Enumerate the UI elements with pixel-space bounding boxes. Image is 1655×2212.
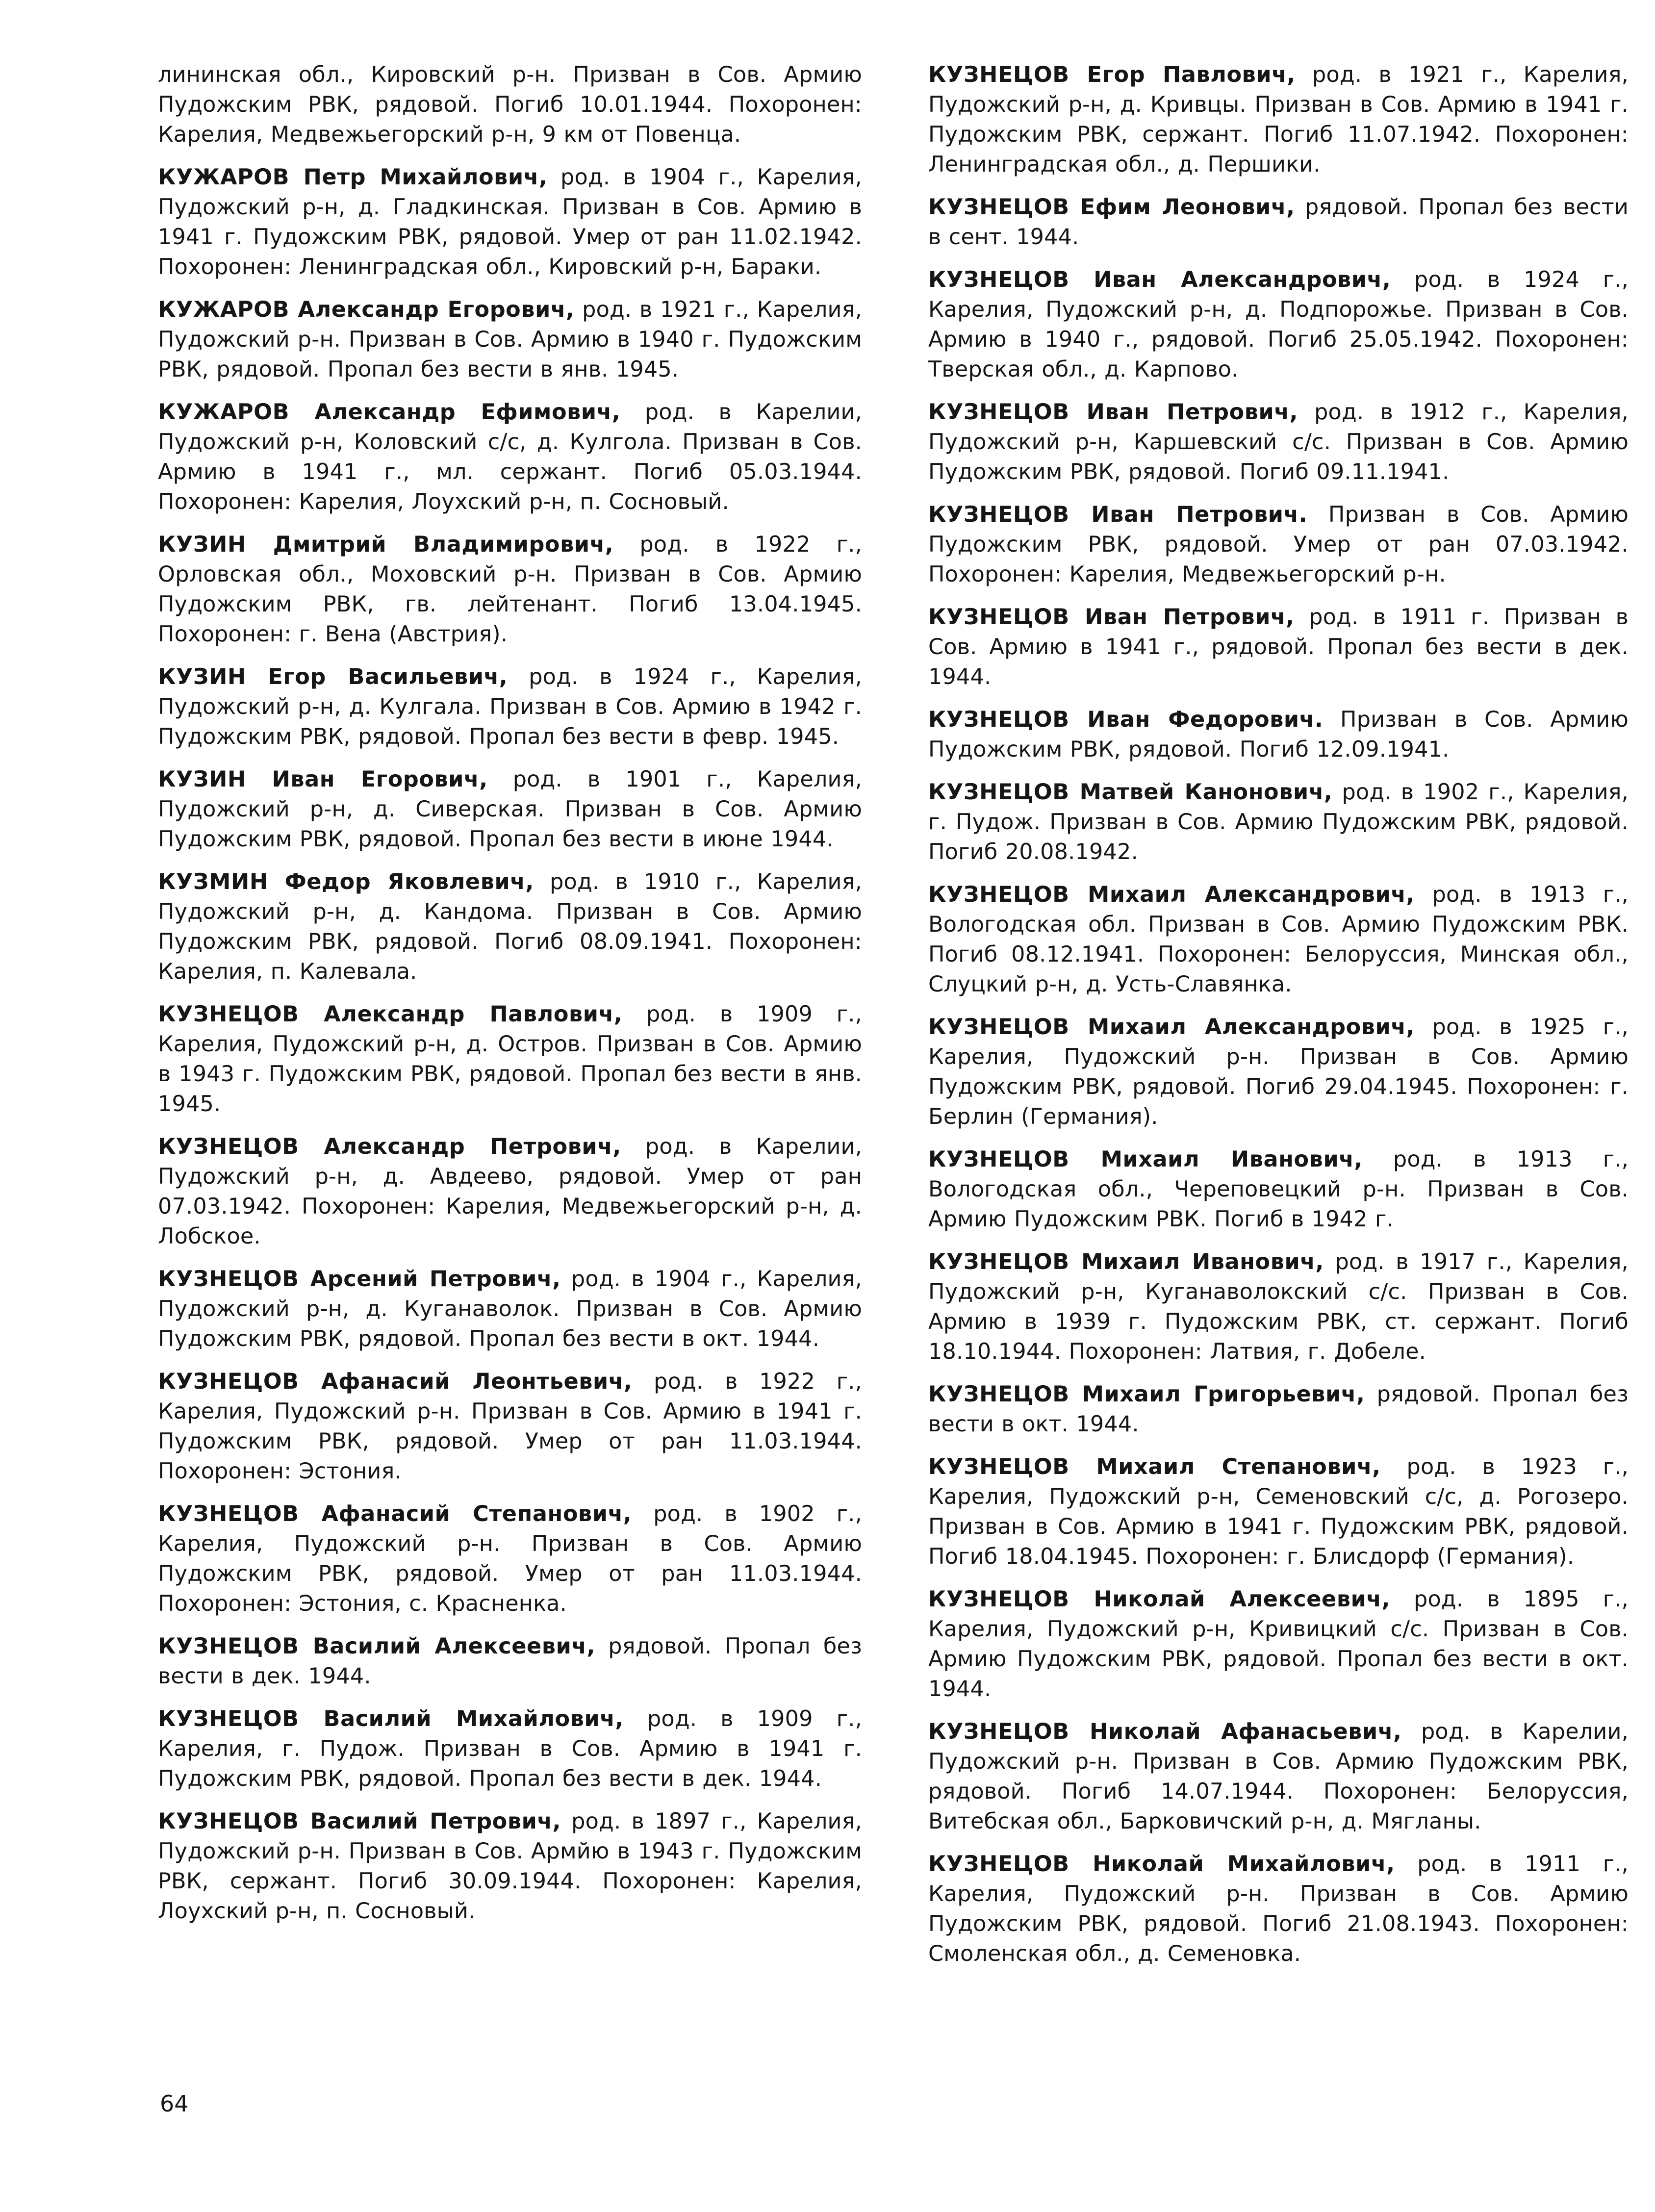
- entry-text: род. в 1911 г., Карелия, Пудожский р-н. Призван в Сов. Армию Пудожским РВК, рядовой. Погиб 21.08.1943. Похоронен: Смоленская обл., д. Семеновка.: [928, 1852, 1629, 1966]
- entry: [158, 1704, 862, 1794]
- entry: [158, 530, 862, 649]
- entry: [928, 60, 1629, 179]
- entry-name: КУЗНЕЦОВ Михаил Иванович,: [928, 1147, 1363, 1172]
- entry-text: род. в 1895 г., Карелия, Пудожский р-н, Кривицкий с/с. Призван в Сов. Армию Пудожским РВК, рядовой. Пропал без вести в окт. 1944.: [928, 1587, 1629, 1702]
- entry: [928, 397, 1629, 487]
- entry-name: КУЗНЕЦОВ Михаил Степанович,: [928, 1454, 1381, 1479]
- entry-name: КУЖАРОВ Александр Егорович,: [158, 297, 575, 322]
- entry-name: КУЗНЕЦОВ Василий Петрович,: [158, 1809, 561, 1834]
- entry-name: КУЗНЕЦОВ Николай Алексеевич,: [928, 1587, 1391, 1612]
- entry: [158, 1367, 862, 1486]
- entry: [158, 662, 862, 752]
- entry: [928, 777, 1629, 867]
- entry: [928, 602, 1629, 692]
- entry-text: род. в 1902 г., Карелия, г. Пудож. Призван в Сов. Армию Пудожским РВК, рядовой. Погиб 20.08.1942.: [928, 780, 1629, 864]
- entry-name: КУЗНЕЦОВ Ефим Леонович,: [928, 195, 1295, 220]
- entry-text: род. в Карелии, Пудожский р-н, Коловский с/с, д. Кулгола. Призван в Сов. Армию в 1941 г., мл. сержант. Погиб 05.03.1944. Похоронен: Карелия, Лоухский р-н, п. Сосновый.: [158, 400, 862, 514]
- entry-name: КУЗНЕЦОВ Иван Александрович,: [928, 267, 1391, 292]
- entry: [158, 1499, 862, 1619]
- entry: [928, 192, 1629, 252]
- continuation-text: лининская обл., Кировский р-н. Призван в Сов. Армию Пудожским РВК, рядовой. Погиб 10.01.1944. Похоронен: Карелия, Медвежьегорский р-н, 9 км от Повенца.: [158, 62, 862, 147]
- entry: [158, 1132, 862, 1251]
- entry-text: род. в 1910 г., Карелия, Пудожский р-н, д. Кандома. Призван в Сов. Армию Пудожским РВК, рядовой. Погиб 08.09.1941. Похоронен: Карелия, п. Калевала.: [158, 869, 862, 984]
- entry: [928, 1144, 1629, 1234]
- entry-name: КУЗНЕЦОВ Николай Михайлович,: [928, 1852, 1395, 1877]
- entry-name: КУЗНЕЦОВ Николай Афанасьевич,: [928, 1719, 1402, 1744]
- entry: [928, 1012, 1629, 1132]
- entry-name: КУЗНЕЦОВ Михаил Александрович,: [928, 882, 1415, 907]
- entry-text: род. в 1909 г., Карелия, г. Пудож. Призван в Сов. Армию в 1941 г. Пудожским РВК, рядовой. Пропал без вести в дек. 1944.: [158, 1706, 862, 1791]
- entry-text: род. в 1921 г., Карелия, Пудожский р-н, д. Кривцы. Призван в Сов. Армию в 1941 г. Пудожским РВК, сержант. Погиб 11.07.1942. Похоронен: Ленинградская обл., д. Першики.: [928, 62, 1629, 177]
- entry-name: КУЗНЕЦОВ Иван Федорович.: [928, 707, 1324, 732]
- entry-text: Призван в Сов. Армию Пудожским РВК, рядовой. Умер от ран 07.03.1942. Похоронен: Карелия, Медвежьегорский р-н.: [928, 502, 1629, 587]
- entry-name: КУЗНЕЦОВ Афанасий Степанович,: [158, 1501, 632, 1526]
- entry-name: КУЗНЕЦОВ Василий Михайлович,: [158, 1706, 624, 1731]
- entry-text: род. в 1923 г., Карелия, Пудожский р-н, Семеновский с/с, д. Рогозеро. Призван в Сов. Армию в 1941 г. Пудожским РВК, рядовой. Погиб 18.04.1945. Похоронен: г. Блисдорф (Германия).: [928, 1454, 1629, 1569]
- entry-text: род. в 1925 г., Карелия, Пудожский р-н. Призван в Сов. Армию Пудожским РВК, рядовой. Погиб 29.04.1945. Похоронен: г. Берлин (Германия).: [928, 1015, 1629, 1129]
- entry-text: род. в 1917 г., Карелия, Пудожский р-н, Куганаволокский с/с. Призван в Сов. Армию в 1939 г. Пудожским РВК, ст. сержант. Погиб 18.10.1944. Похоронен: Латвия, г. Добеле.: [928, 1249, 1629, 1364]
- entry-text: род. в 1909 г., Карелия, Пудожский р-н, д. Остров. Призван в Сов. Армию в 1943 г. Пудожским РВК, рядовой. Пропал без вести в янв. 1945.: [158, 1002, 862, 1117]
- entry-text: рядовой. Пропал без вести в дек. 1944.: [158, 1634, 862, 1689]
- entry-name: КУЗНЕЦОВ Иван Петрович,: [928, 400, 1298, 425]
- entry-text: род. в Карелии, Пудожский р-н. Призван в Сов. Армию Пудожским РВК, рядовой. Погиб 14.07.1944. Похоронен: Белоруссия, Витебская обл., Барковичский р-н, д. Мягланы.: [928, 1719, 1629, 1834]
- entry: [158, 867, 862, 987]
- entry-name: КУЗМИН Федор Яковлевич,: [158, 869, 534, 894]
- entry: [928, 1584, 1629, 1704]
- entry: [928, 705, 1629, 764]
- entry-text: род. в 1922 г., Орловская обл., Моховский р-н. Призван в Сов. Армию Пудожским РВК, гв. лейтенант. Погиб 13.04.1945. Похоронен: г. Вена (Австрия).: [158, 532, 862, 647]
- entry-text: род. в 1922 г., Карелия, Пудожский р-н. Призван в Сов. Армию в 1941 г. Пудожским РВК, рядовой. Умер от ран 11.03.1944. Похоронен: Эстония.: [158, 1369, 862, 1484]
- entry-name: КУЗНЕЦОВ Александр Петрович,: [158, 1134, 621, 1159]
- entry: [158, 999, 862, 1119]
- page-number: 64: [160, 2090, 189, 2117]
- right-column: [928, 60, 1629, 1982]
- entry: [928, 880, 1629, 999]
- entry-name: КУЗНЕЦОВ Егор Павлович,: [928, 62, 1296, 87]
- entry-text: рядовой. Пропал без вести в сент. 1944.: [928, 195, 1629, 250]
- entry-name: КУЗНЕЦОВ Арсений Петрович,: [158, 1267, 561, 1292]
- entry-name: КУЗНЕЦОВ Михаил Иванович,: [928, 1249, 1324, 1274]
- entry-text: род. в 1921 г., Карелия, Пудожский р-н. Призван в Сов. Армию в 1940 г. Пудожским РВК, рядовой. Пропал без вести в янв. 1945.: [158, 297, 862, 382]
- entry-text: род. в 1924 г., Карелия, Пудожский р-н, д. Подпорожье. Призван в Сов. Армию в 1940 г., рядовой. Погиб 25.05.1942. Похоронен: Тверская обл., д. Карпово.: [928, 267, 1629, 382]
- entry-text: рядовой. Пропал без вести в окт. 1944.: [928, 1382, 1629, 1437]
- entry-name: КУЗИН Егор Васильевич,: [158, 664, 508, 689]
- entry-text: род. в Карелии, Пудожский р-н, д. Авдеево, рядовой. Умер от ран 07.03.1942. Похоронен: Карелия, Медвежьегорский р-н, д. Лобское.: [158, 1134, 862, 1249]
- entry-name: КУЗИН Дмитрий Владимирович,: [158, 532, 614, 557]
- entry-text: род. в 1904 г., Карелия, Пудожский р-н, д. Гладкинская. Призван в Сов. Армию в 1941 г. Пудожским РВК, рядовой. Умер от ран 11.02.1942. Похоронен: Ленинградская обл., Кировский р-н, Бараки.: [158, 165, 862, 280]
- left-entries: [158, 162, 862, 1926]
- entry-name: КУЗНЕЦОВ Василий Алексеевич,: [158, 1634, 596, 1659]
- entry: [928, 500, 1629, 589]
- entry-name: КУЗНЕЦОВ Михаил Александрович,: [928, 1015, 1415, 1040]
- entry-text: род. в 1897 г., Карелия, Пудожский р-н. Призван в Сов. Армйю в 1943 г. Пудожским РВК, сержант. Погиб 30.09.1944. Похоронен: Карелия, Лоухский р-н, п. Сосновый.: [158, 1809, 862, 1924]
- entry: [158, 1806, 862, 1926]
- entry-text: род. в 1913 г., Вологодская обл. Призван в Сов. Армию Пудожским РВК. Погиб 08.12.1941. Похоронен: Белоруссия, Минская обл., Слуцкий р-н, д. Усть-Славянка.: [928, 882, 1629, 997]
- entry-name: КУЗНЕЦОВ Иван Петрович.: [928, 502, 1308, 527]
- entry-name: КУЗНЕЦОВ Михаил Григорьевич,: [928, 1382, 1365, 1407]
- entry: [158, 1264, 862, 1354]
- entry: [158, 397, 862, 517]
- entry-name: КУЖАРОВ Петр Михайлович,: [158, 165, 548, 190]
- entry: [928, 1717, 1629, 1836]
- entry-text: род. в 1912 г., Карелия, Пудожский р-н, Каршевский с/с. Призван в Сов. Армию Пудожским РВК, рядовой. Погиб 09.11.1941.: [928, 400, 1629, 484]
- entry: [158, 162, 862, 282]
- entry: [158, 1631, 862, 1691]
- entry: [158, 295, 862, 384]
- entry-name: КУЗНЕЦОВ Иван Петрович,: [928, 605, 1295, 630]
- entry-text: род. в 1924 г., Карелия, Пудожский р-н, д. Кулгала. Призван в Сов. Армию в 1942 г. Пудожским РВК, рядовой. Пропал без вести в февр. 1945.: [158, 664, 862, 749]
- entry: [928, 1452, 1629, 1572]
- entry-text: род. в 1913 г., Вологодская обл., Череповецкий р-н. Призван в Сов. Армию Пудожским РВК. Погиб в 1942 г.: [928, 1147, 1629, 1232]
- entry: [158, 764, 862, 854]
- entry: [928, 265, 1629, 384]
- entry-text: род. в 1904 г., Карелия, Пудожский р-н, д. Куганаволок. Призван в Сов. Армию Пудожским РВК, рядовой. Пропал без вести в окт. 1944.: [158, 1267, 862, 1351]
- entry: [928, 1849, 1629, 1969]
- entry-name: КУЗНЕЦОВ Александр Павлович,: [158, 1002, 623, 1027]
- left-column: [158, 60, 862, 1939]
- right-entries: [928, 60, 1629, 1969]
- entry-name: КУЗНЕЦОВ Афанасий Леонтьевич,: [158, 1369, 633, 1394]
- entry-name: КУЗИН Иван Егорович,: [158, 767, 488, 792]
- entry: [928, 1247, 1629, 1367]
- entry-text: Призван в Сов. Армию Пудожским РВК, рядовой. Погиб 12.09.1941.: [928, 707, 1629, 762]
- entry-name: КУЖАРОВ Александр Ефимович,: [158, 400, 621, 425]
- entry: [928, 1379, 1629, 1439]
- entry-text: род. в 1911 г. Призван в Сов. Армию в 1941 г., рядовой. Пропал без вести в дек. 1944.: [928, 605, 1629, 689]
- entry-text: род. в 1902 г., Карелия, Пудожский р-н. Призван в Сов. Армию Пудожским РВК, рядовой. Умер от ран 11.03.1944. Похоронен: Эстония, с. Красненка.: [158, 1501, 862, 1616]
- entry-text: род. в 1901 г., Карелия, Пудожский р-н, д. Сиверская. Призван в Сов. Армию Пудожским РВК, рядовой. Пропал без вести в июне 1944.: [158, 767, 862, 852]
- entry-name: КУЗНЕЦОВ Матвей Канонович,: [928, 780, 1333, 805]
